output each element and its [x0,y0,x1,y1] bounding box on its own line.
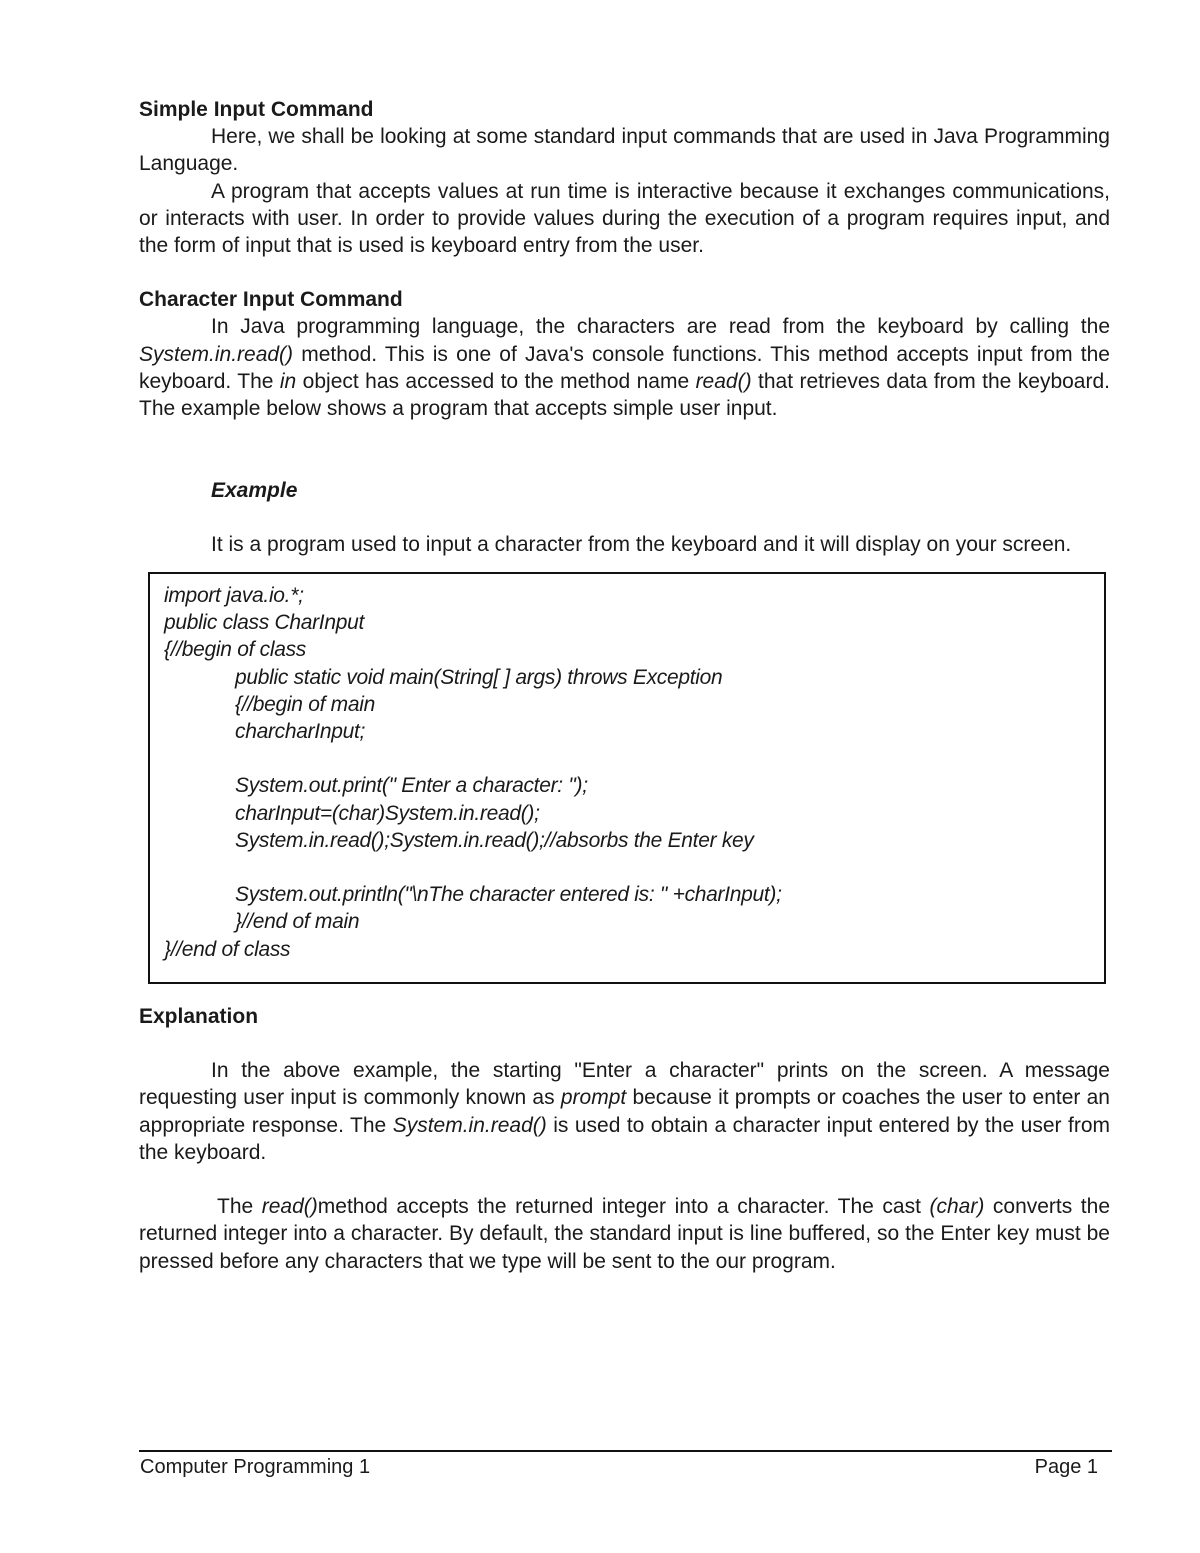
code-line: public class CharInput [164,611,365,635]
code-line: System.in.read();System.in.read();//absorbs the Enter key [235,828,754,852]
paragraph-example-description: It is a program used to input a character from the keyboard and it will display on your screen. [211,532,1072,556]
text-run: converts the returned integer into a character. By default, the standard input is line buffered, so the Enter key must be pressed before any characters that we type will be sent to the our program. [139,1195,1111,1273]
code-line: }//end of main [235,910,360,934]
heading-example: Example [211,478,298,502]
heading-character-input-command: Character Input Command [139,288,403,312]
text-run: In the above example, the starting "Enter a character" prints on the screen. A message requesting user input is commonly known as [139,1058,1110,1110]
code-line: {//begin of main [235,692,375,716]
code-line: System.out.println("\nThe character entered is: " +charInput); [235,883,782,907]
paragraph-intro: Here, we shall be looking at some standard input commands that are used in Java Programming Language. [139,125,1110,176]
paragraph-character-input [139,313,1110,422]
spacer [139,1166,1110,1193]
text-run: The [217,1195,262,1219]
italic-code-term: System.in.read() [392,1113,547,1137]
paragraph-explanation-prompt [139,1057,1110,1166]
text-run: because it prompts or coaches the user to enter an appropriate response. The [139,1086,1110,1137]
spacer [139,984,1110,1003]
document-body [139,96,1110,1275]
footer-divider [139,1450,1112,1452]
text-run: In Java programming language, the characters are read from the keyboard by calling the [211,315,1110,339]
code-line: }//end of class [164,937,291,961]
text-run: object has accessed to the method name [296,370,696,394]
spacer [139,1030,1110,1057]
heading-explanation: Explanation [139,1004,259,1028]
italic-code-term: System.in.read() [139,342,294,366]
heading-simple-input-command: Simple Input Command [139,98,374,121]
footer-course-title: Computer Programming 1 [140,1456,371,1478]
spacer [139,423,1110,477]
code-line: charcharInput; [235,719,366,743]
code-line: System.out.print(" Enter a character: "); [235,774,588,798]
paragraph-explanation-read [139,1193,1110,1275]
italic-term: prompt [560,1086,627,1110]
italic-code-term: read() [695,370,752,394]
italic-code-term: read() [261,1195,318,1219]
code-line: {//begin of class [164,638,306,662]
footer-page-number: Page 1 [1034,1456,1098,1478]
code-line: public static void main(String[ ] args) throws Exception [235,665,723,689]
code-blank-line [164,854,1104,881]
spacer [139,259,1110,286]
text-run: method accepts the returned integer into a character. The cast [317,1195,930,1219]
italic-code-term: in [279,370,297,394]
code-blank-line [164,745,1104,772]
code-line: import java.io.*; [164,583,304,607]
paragraph-interactive-program: A program that accepts values at run time is interactive because it exchanges communications, or interacts with user. In order to provide values during the execution of a program requires input, and the form of input that is used is keyboard entry from the user. [139,179,1110,258]
italic-code-term: (char) [929,1195,985,1219]
text-run: that retrieves data from the keyboard. The example below shows a program that accepts simple user input. [139,370,1110,421]
text-run: is used to obtain a character input entered by the user from the keyboard. [139,1113,1110,1164]
code-line: charInput=(char)System.in.read(); [235,801,540,825]
code-block [148,572,1106,984]
spacer [139,504,1110,531]
text-run: method. This is one of Java's console functions. This method accepts input from the keyboard. The [139,342,1110,394]
